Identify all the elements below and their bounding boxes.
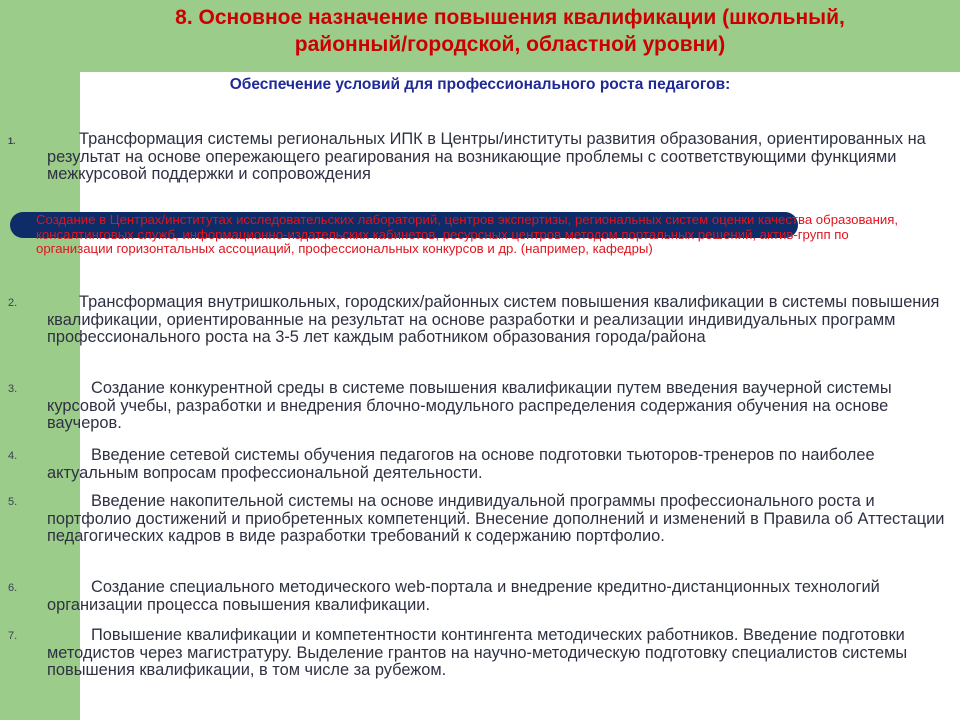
list-number: 4. bbox=[8, 450, 18, 462]
list-item-text: Трансформация внутришкольных, городских/районных систем повышения квалификации в системы повышения квалификации, ориентированные на результат на основе разработки и реализации индивидуальных программ профессионального роста на 3-5 лет каждым работником образования города/района bbox=[47, 293, 940, 346]
list-item-text: Создание конкурентной среды в системе повышения квалификации путем введения ваучерной системы курсовой учебы, разработки и внедрения блочно-модульного распределения содержания обучения на основе ваучеров. bbox=[47, 379, 892, 432]
list-item-text: Введение сетевой системы обучения педагогов на основе подготовки тьюторов-тренеров по наиболее актуальным вопросам профессиональной деятельности. bbox=[47, 446, 875, 482]
list-item-text: Создание специального методического web-портала и внедрение кредитно-дистанционных технологий организации процесса повышения квалификации. bbox=[47, 578, 880, 614]
highlight-block bbox=[0, 212, 960, 292]
list-number: 1. bbox=[8, 136, 16, 146]
list-number: 7. bbox=[8, 630, 18, 642]
list-number: 3. bbox=[8, 383, 18, 395]
list-item-text: Введение накопительной системы на основе индивидуальной программы профессионального роста и портфолио достижений и приобретенных компетенций. Внесение дополнений и изменений в Правила об Аттестации педагогических кадров в виде разработки требований к содержанию портфолио. bbox=[47, 492, 945, 545]
list-number: 5. bbox=[8, 496, 18, 508]
slide-subtitle: Обеспечение условий для профессионального роста педагогов: bbox=[229, 76, 731, 93]
list-number: 6. bbox=[8, 582, 18, 594]
list-item-text: Трансформация системы региональных ИПК в Центры/институты развития образования, ориентированных на результат на основе опережающего реагирования на возникающие проблемы с соответствующими функциями межкурсовой поддержки и сопровождения bbox=[47, 130, 926, 183]
list-item-text: Повышение квалификации и компетентности контингента методических работников. Введение подготовки методистов через магистратуру. Выделение грантов на научно-методическую подготовку специалистов системы повышения квалификации, в том числе за рубежом. bbox=[47, 626, 908, 679]
highlight-text: Создание в Центрах/институтах исследовательских лабораторий, центров экспертизы, региональных систем оценки качества образования, консалтинговых служб, информационно-издательских кабинетов, ресурсных центров методом портальных решений, актив-групп по организации горизонтальных ассоциаций, профессиональных конкурсов и др. (например, кафедры) bbox=[36, 212, 899, 257]
slide-title-line-1: 8. Основное назначение повышения квалификации (школьный, bbox=[175, 6, 845, 29]
list-number: 2. bbox=[8, 297, 18, 309]
slide-title-line-2: районный/городской, областной уровни) bbox=[294, 33, 726, 56]
